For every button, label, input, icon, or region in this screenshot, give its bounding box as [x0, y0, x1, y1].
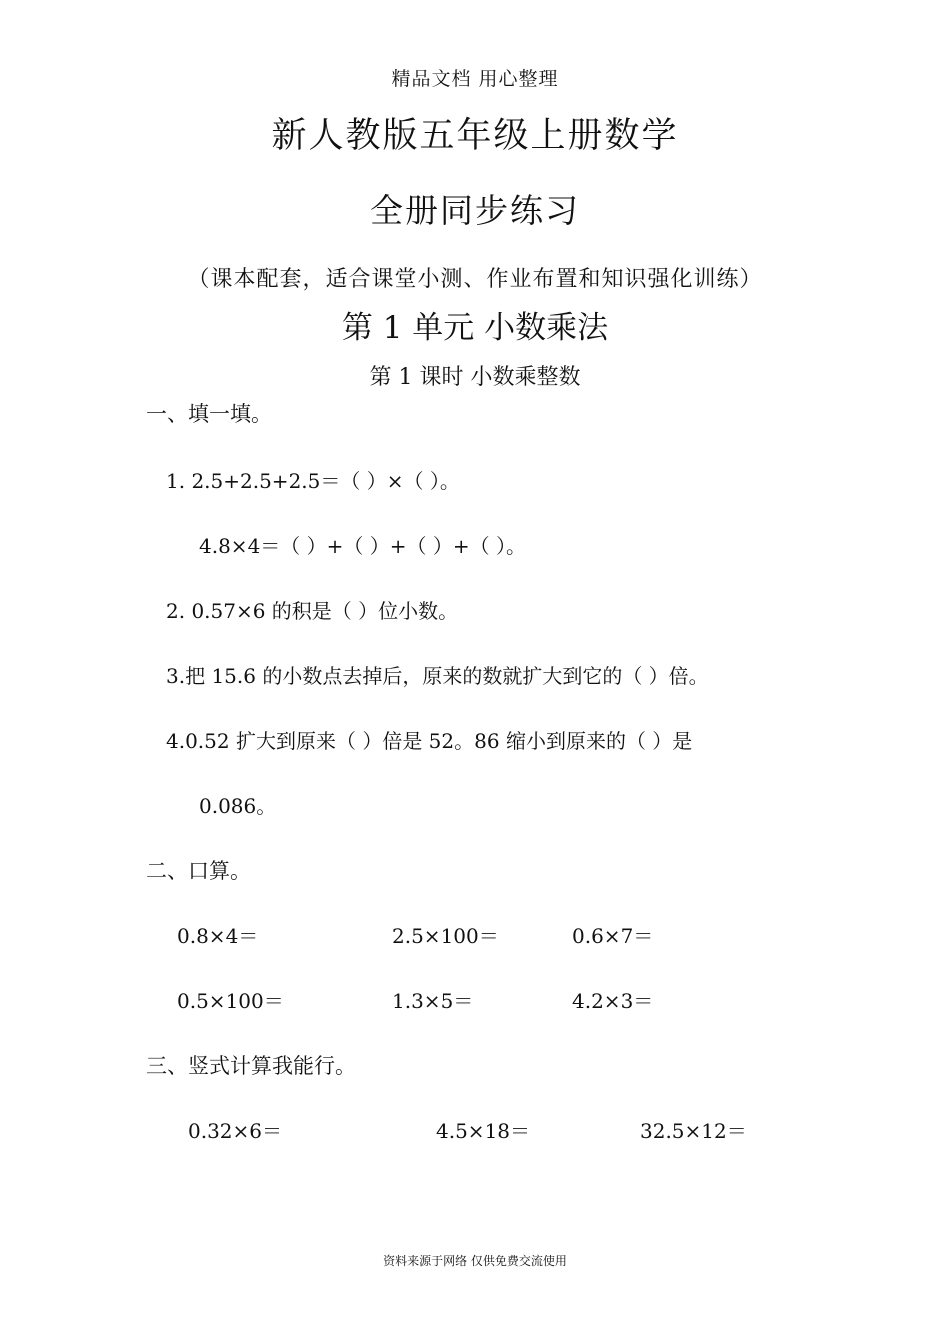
- question-3: 3.把 15.6 的小数点去掉后，原来的数就扩大到它的（ ）倍。: [166, 664, 709, 688]
- question-1b: 4.8×4＝（ ）+（ ）+（ ）+（ ）。: [199, 534, 526, 558]
- vertical-calc-item: 0.32×6＝: [188, 1119, 283, 1143]
- vertical-calc-item: 32.5×12＝: [640, 1119, 747, 1143]
- oral-calc-item: 0.6×7＝: [572, 924, 654, 948]
- page-subtitle: 全册同步练习: [370, 191, 580, 230]
- oral-calc-item: 2.5×100＝: [392, 924, 499, 948]
- question-4a: 4.0.52 扩大到原来（ ）倍是 52。86 缩小到原来的（ ）是: [166, 729, 693, 753]
- question-1a: 1. 2.5+2.5+2.5＝（ ）×（ ）。: [166, 469, 460, 493]
- question-4b: 0.086。: [199, 794, 277, 818]
- question-2: 2. 0.57×6 的积是（ ）位小数。: [166, 599, 459, 623]
- page-title: 新人教版五年级上册数学: [271, 116, 679, 156]
- oral-calc-item: 1.3×5＝: [392, 989, 474, 1013]
- description-line: （课本配套，适合课堂小测、作业布置和知识强化训练）: [187, 267, 763, 292]
- oral-calc-item: 0.8×4＝: [177, 924, 259, 948]
- header-note: 精品文档 用心整理: [391, 68, 559, 90]
- section-heading-3: 三、竖式计算我能行。: [146, 1054, 356, 1078]
- vertical-calc-item: 4.5×18＝: [436, 1119, 531, 1143]
- footer-note: 资料来源于网络 仅供免费交流使用: [383, 1254, 567, 1268]
- oral-calc-item: 0.5×100＝: [177, 989, 284, 1013]
- unit-title: 第 1 单元 小数乘法: [341, 310, 609, 346]
- lesson-title: 第 1 课时 小数乘整数: [369, 365, 581, 390]
- section-heading-1: 一、填一填。: [146, 402, 272, 426]
- oral-calc-item: 4.2×3＝: [572, 989, 654, 1013]
- section-heading-2: 二、口算。: [146, 859, 251, 883]
